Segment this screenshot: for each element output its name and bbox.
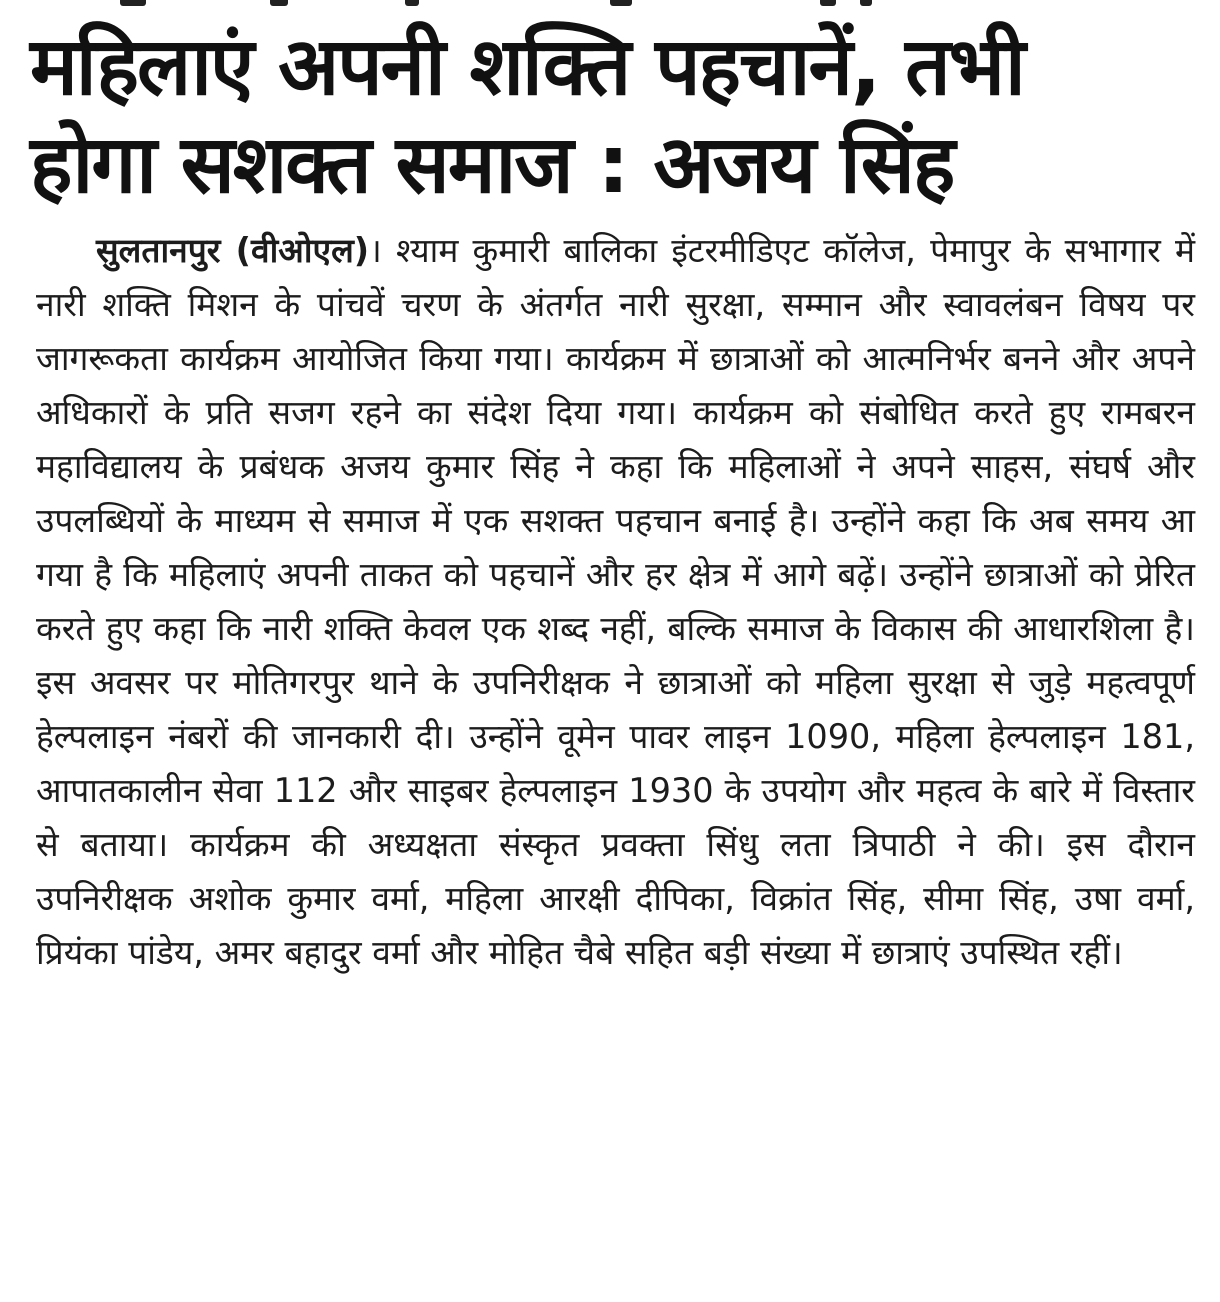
article-body [30,224,1195,980]
previous-article-edge [0,0,1220,8]
article-body-text: । श्याम कुमारी बालिका इंटरमीडिएट कॉलेज, पेमापुर के सभागार में नारी शक्ति मिशन के पांचवें चरण के अंतर्गत नारी सुरक्षा, सम्मान और स्वावलंबन विषय पर जागरूकता कार्यक्रम आयोजित किया गया। कार्यक्रम में छात्राओं को आत्मनिर्भर बनने और अपने अधिकारों के प्रति सजग रहने का संदेश दिया गया। कार्यक्रम को संबोधित करते हुए रामबरन महाविद्यालय के प्रबंधक अजय कुमार सिंह ने कहा कि महिलाओं ने अपने साहस, संघर्ष और उपलब्धियों के माध्यम से समाज में एक सशक्त पहचान बनाई है। उन्होंने कहा कि अब समय आ गया है कि महिलाएं अपनी ताकत को पहचानें और हर क्षेत्र में आगे बढ़ें। उन्होंने छात्राओं को प्रेरित करते हुए कहा कि नारी शक्ति केवल एक शब्द नहीं, बल्कि समाज के विकास की आधारशिला है। इस अवसर पर मोतिगरपुर थाने के उपनिरीक्षक ने छात्राओं को महिला सुरक्षा से जुड़े महत्वपूर्ण हेल्पलाइन नंबरों की जानकारी दी। उन्होंने वूमेन पावर लाइन 1090, महिला हेल्पलाइन 181, आपातकालीन सेवा 112 और साइबर हेल्पलाइन 1930 के उपयोग और महत्व के बारे में विस्तार से बताया। कार्यक्रम की अध्यक्षता संस्कृत प्रवक्ता सिंधु लता त्रिपाठी ने की। इस दौरान उपनिरीक्षक अशोक कुमार वर्मा, महिला आरक्षी दीपिका, विक्रांत सिंह, सीमा सिंह, उषा वर्मा, प्रियंका पांडेय, अमर बहादुर वर्मा और मोहित चैबे सहित बड़ी संख्या में छात्राएं उपस्थित रहीं। [36,231,1195,972]
article-headline: महिलाएं अपनी शक्ति पहचानें, तभी होगा सशक्त समाज : अजय सिंह [30,20,1024,211]
news-article [30,18,1195,980]
article-dateline: सुलतानपुर (वीओएल) [96,231,370,270]
